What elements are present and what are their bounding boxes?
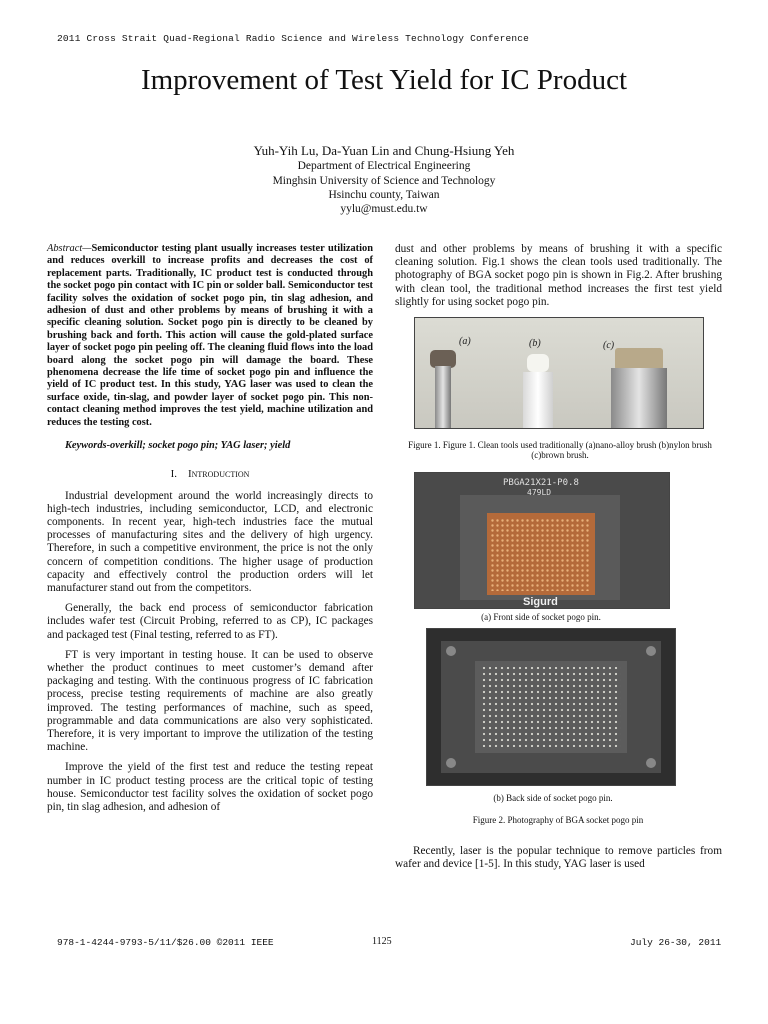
brush-illustration (415, 318, 703, 428)
figure1-photo (414, 317, 704, 429)
page-number: 1125 (372, 936, 392, 947)
nano-alloy-brush-handle (435, 366, 451, 428)
figure2a-subcaption: (a) Front side of socket pogo pin. (481, 612, 601, 622)
keywords: Keywords-overkill; socket pogo pin; YAG laser; yield (65, 440, 291, 452)
label-b: (b) (529, 338, 541, 349)
left-column (47, 243, 373, 814)
affiliation-university: Minghsin University of Science and Technology (272, 175, 496, 187)
footer-date: July 26-30, 2011 (630, 937, 722, 948)
abstract-text: Semiconductor testing plant usually increases tester utilization and reduces overkill to increase profits and decreases the cost of replacement parts. Traditionally, IC product test is conducted through the socket pogo pin contact with IC pin or solder ball. Semiconductor test facility solves the oxidation of socket pogo pin, tin slag adhesion, and adhesion of dust and other problems by means of brushing it with a specific cleaning solution. Socket pogo pin is directly to be cleaned by brushing back and forth. This action will cause the gold-plated surface layer of socket pogo pin peeling off. The cleaning fluid flows into the load board along the socket pogo pin will damage the board. These phenomena decrease the life time of socket pogo pin and influence the yield of IC product test. In this study, YAG laser was used to clean the surface oxide, tin-slag, and powder layer of socket pogo pin. This non-contact cleaning method improves the test yield, machine utilization and reduces the testing cost. (47, 243, 373, 428)
sigurd-text: Sigurd (523, 596, 558, 608)
paragraph: Industrial development around the world increasingly directs to high-tech industries, including semiconductor, LCD, and electronic components. In recent year, high-tech industries face the mutual processes of manufacturing sites and the delivery of high urgency. Therefore, in such a competitive environment, the price is not the only concern of competition conditions. The higher usage of production capacity and effectively control the production orders will let manufacturer stand out from the competitors. (47, 489, 373, 594)
socket-model-text: PBGA21X21-P0.8 (503, 478, 579, 488)
conference-header: 2011 Cross Strait Quad-Regional Radio Science and Wireless Technology Conference (57, 33, 530, 44)
figure1-caption: Figure 1. Figure 1. Clean tools used traditionally (a)nano-alloy brush (b)nylon brush (c)brown brush. (408, 440, 712, 460)
right-column (395, 243, 722, 309)
section-number: I. (170, 468, 177, 481)
brown-brush-handle (611, 368, 667, 428)
abstract (47, 243, 373, 429)
socket-front-illustration (415, 473, 669, 608)
brown-brush-bristles (615, 348, 663, 370)
figure2-caption: Figure 2. Photography of BGA socket pogo pin (472, 815, 644, 825)
paragraph: FT is very important in testing house. It can be used to observe whether the product continues to meet customer’s demand after packaging and testing. With the continuous progress of IC fabrication process, precise testing requirements of machine are also greatly improved. The testing performances of machine, such as speed, programmable and data communications are also very sophisticated. Therefore, it is very important to improve the utilization of the testing machine. (47, 648, 373, 754)
section-heading (47, 468, 373, 481)
nylon-brush-bristles (527, 354, 549, 372)
section-title: Introduction (187, 468, 250, 481)
figure2b-subcaption: (b) Back side of socket pogo pin. (493, 793, 613, 803)
nano-alloy-brush-bristles (430, 350, 456, 368)
figure2a-photo (414, 472, 670, 609)
label-c: (c) (603, 340, 615, 351)
abstract-label: Abstract— (47, 243, 92, 254)
authors: Yuh-Yih Lu, Da-Yuan Lin and Chung-Hsiung Yeh (253, 143, 515, 158)
socket-back-illustration (427, 629, 675, 785)
figure2b-photo (426, 628, 676, 786)
nylon-brush-handle (523, 372, 553, 428)
label-a: (a) (459, 336, 471, 347)
paragraph: dust and other problems by means of brushing it with a specific cleaning solution. Fig.1 shows the clean tools used traditionally. The photography of BGA socket pogo pin is shown in Fig.2. After brushing with clean tool, the traditional method increases the first test yield slightly for using socket pogo pin. (395, 243, 722, 308)
paragraph: Recently, laser is the popular technique to remove particles from wafer and device [1-5]. In this study, YAG laser is used (395, 845, 722, 871)
affiliation-location: Hsinchu county, Taiwan (328, 189, 440, 201)
right-column-bottom (395, 838, 722, 871)
paper-title: Improvement of Test Yield for IC Product (140, 64, 628, 96)
author-email: yylu@must.edu.tw (340, 203, 428, 215)
paragraph: Generally, the back end process of semiconductor fabrication includes wafer test (Circuit Probing, referred to as CP), IC packages and packaged test (Final testing, referred to as FT). (47, 602, 373, 641)
paragraph: Improve the yield of the first test and reduce the testing repeat number in IC product testing process are the critical topic of testing house. Semiconductor test facility solves the oxidation of socket pogo pin, tin slag adhesion, and adhesion of (47, 761, 373, 813)
affiliation-department: Department of Electrical Engineering (297, 160, 471, 172)
socket-ld-text: 479LD (527, 488, 552, 497)
footer-isbn: 978-1-4244-9793-5/11/$26.00 ©2011 IEEE (57, 937, 274, 948)
